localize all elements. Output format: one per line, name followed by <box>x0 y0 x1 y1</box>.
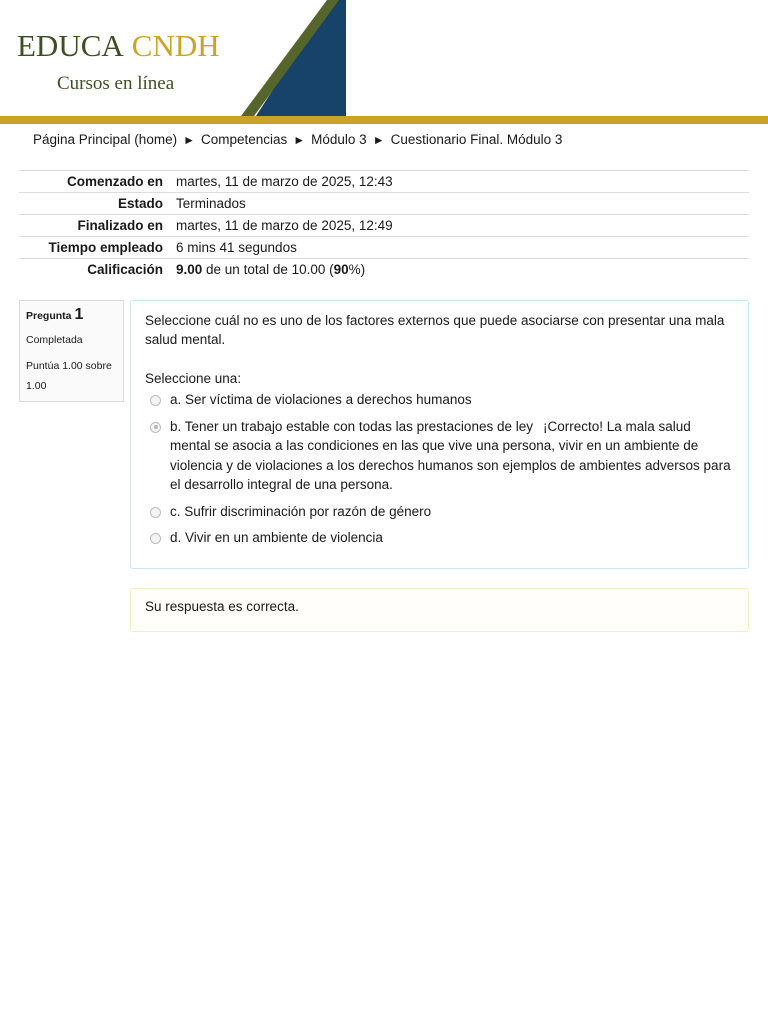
grade-score: 9.00 <box>176 262 203 277</box>
question-number <box>26 306 117 324</box>
summary-label: Tiempo empleado <box>19 237 176 259</box>
answer-prompt: Seleccione una: <box>145 371 242 386</box>
grade-percent: 90 <box>333 262 349 277</box>
option-label: c. Sufrir discriminación por razón de género <box>170 503 432 519</box>
question-content <box>130 300 749 569</box>
answer-option-a[interactable] <box>145 390 734 410</box>
grade-value <box>176 259 749 281</box>
breadcrumb-modulo-3[interactable]: Módulo 3 <box>311 132 367 147</box>
summary-label: Comenzado en <box>19 171 176 193</box>
site-logo[interactable] <box>17 28 220 64</box>
brand-subtitle: Cursos en línea <box>57 73 175 94</box>
breadcrumb-cuestionario[interactable]: Cuestionario Final. Módulo 3 <box>390 132 563 147</box>
breadcrumb-separator: ► <box>293 133 306 147</box>
radio-button[interactable] <box>150 533 161 544</box>
navy-triangle <box>256 0 346 116</box>
answer-outcome <box>130 588 749 632</box>
summary-value: Terminados <box>176 193 749 215</box>
summary-label: Estado <box>19 193 176 215</box>
summary-row <box>19 237 749 259</box>
question-label: Pregunta <box>26 310 72 322</box>
answer-option-c[interactable] <box>145 502 734 522</box>
summary-row <box>19 171 749 193</box>
question-num: 1 <box>74 306 84 323</box>
summary-label: Finalizado en <box>19 215 176 237</box>
summary-row-grade <box>19 259 749 281</box>
attempt-summary <box>19 170 749 280</box>
option-label: a. Ser víctima de violaciones a derechos humanos <box>170 392 472 407</box>
summary-value: 6 mins 41 segundos <box>176 237 749 259</box>
option-feedback: ¡Correcto! La mala salud mental se asocia a las condiciones en las que vive una persona, vivir en un ambiente de violencia y de violaciones a los derechos humanos son ejemplos de ambientes adversos para el desarrollo integral de una persona. <box>170 418 731 492</box>
grade-end: %) <box>348 262 366 277</box>
answer-option-b[interactable] <box>145 417 734 495</box>
gold-divider <box>0 116 768 124</box>
brand-secondary: CNDH <box>131 28 220 63</box>
outcome-text: Su respuesta es correcta. <box>145 599 299 614</box>
summary-row <box>19 215 749 237</box>
breadcrumb-competencias[interactable]: Competencias <box>200 132 288 147</box>
summary-row <box>19 193 749 215</box>
brand-primary: EDUCA <box>17 28 124 63</box>
answer-options <box>145 390 734 548</box>
radio-button[interactable] <box>150 395 161 406</box>
breadcrumb-separator: ► <box>183 133 195 147</box>
breadcrumb-separator: ► <box>372 133 385 147</box>
question-info <box>19 300 124 402</box>
header-decoration <box>238 0 348 116</box>
site-header <box>0 0 768 124</box>
summary-value: martes, 11 de marzo de 2025, 12:49 <box>176 215 749 237</box>
summary-value: martes, 11 de marzo de 2025, 12:43 <box>176 171 749 193</box>
radio-button[interactable] <box>150 507 161 518</box>
question-text: Seleccione cuál no es uno de los factores externos que puede asociarse con presentar una mala salud mental. <box>145 313 725 347</box>
question-state: Completada <box>26 334 83 346</box>
option-label: d. Vivir en un ambiente de violencia <box>170 530 383 545</box>
breadcrumb <box>33 132 562 147</box>
grade-mid: de un total de 10.00 ( <box>202 262 334 277</box>
option-label: b. Tener un trabajo estable con todas las prestaciones de ley <box>170 418 533 434</box>
radio-button-selected[interactable] <box>150 422 161 433</box>
question-grade: Puntúa 1.00 sobre 1.00 <box>26 360 112 392</box>
answer-option-d[interactable] <box>145 528 734 548</box>
summary-label: Calificación <box>19 259 176 281</box>
breadcrumb-home[interactable]: Página Principal (home) <box>33 132 178 147</box>
